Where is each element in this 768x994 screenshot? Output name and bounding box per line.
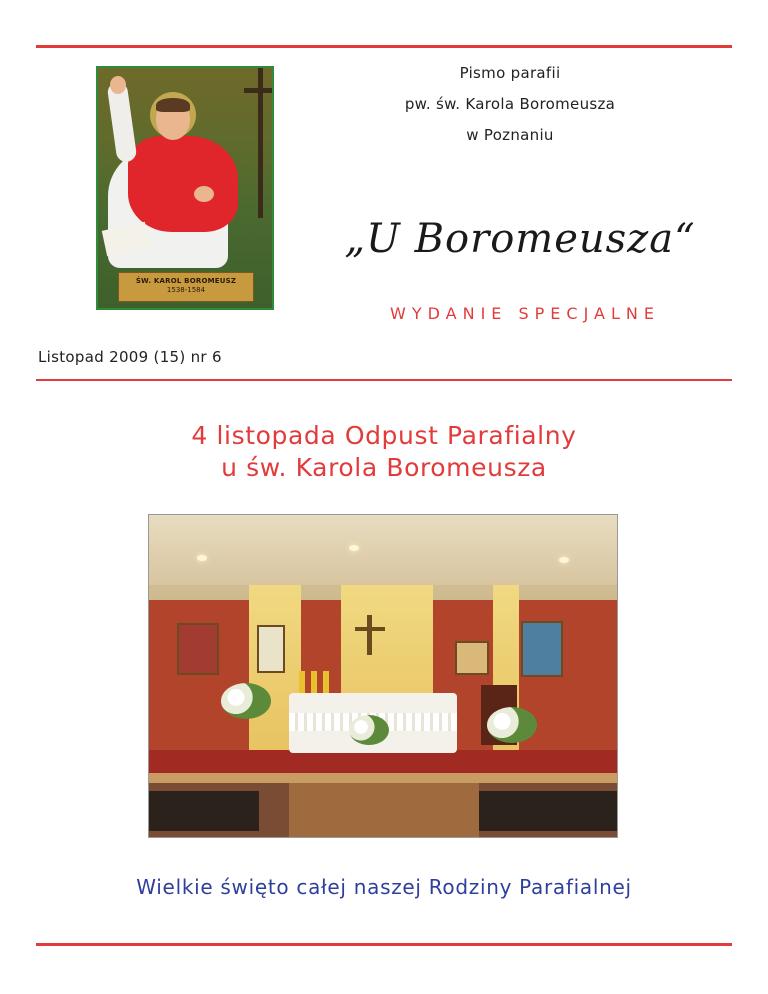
flower-bouquet (221, 683, 271, 719)
aisle (289, 783, 479, 838)
header-line-1: Pismo parafii (459, 64, 561, 82)
saint-hair (156, 98, 190, 112)
crucifix-beam (355, 627, 385, 631)
footer-tagline: Wielkie święto całej naszej Rodziny Parafialnej (136, 875, 632, 899)
painting-right (521, 621, 563, 677)
headline (0, 420, 768, 484)
masthead-title: „U Boromeusza“ (344, 216, 696, 262)
headline-line-2: u św. Karola Boromeusza (221, 453, 547, 482)
candle (311, 671, 317, 693)
saint-portrait-image (96, 66, 274, 310)
pew (149, 791, 259, 831)
top-rule (36, 45, 732, 48)
parish-header (360, 58, 660, 151)
ceiling-lamp (559, 557, 569, 563)
red-cape (128, 136, 238, 232)
ceiling (149, 515, 618, 585)
candle (323, 671, 329, 693)
raised-hand (110, 76, 126, 94)
crucifix (367, 615, 372, 655)
header-line-3: w Poznaniu (466, 126, 554, 144)
special-edition-label: WYDANIE SPECJALNE (390, 304, 660, 323)
pew (479, 791, 618, 831)
icon-frame (257, 625, 285, 673)
portrait-dates: 1538-1584 (166, 286, 206, 294)
altar-step (149, 773, 618, 783)
headline-line-1: 4 listopada Odpust Parafialny (191, 421, 577, 450)
portrait-name: ŚW. KAROL BOROMEUSZ (135, 277, 237, 285)
cross-beam (244, 88, 274, 93)
bottom-rule (36, 943, 732, 946)
portrait-plaque (118, 272, 254, 302)
painting-left (177, 623, 219, 675)
ceiling-lamp (197, 555, 207, 561)
ceiling-lamp (349, 545, 359, 551)
flower-bouquet (487, 707, 537, 743)
middle-rule (36, 379, 732, 381)
issue-info: Listopad 2009 (15) nr 6 (38, 348, 222, 366)
yellow-wall (493, 585, 519, 775)
small-icon-frame (455, 641, 489, 675)
altar-photo (148, 514, 618, 838)
header-line-2: pw. św. Karola Boromeusza (404, 95, 616, 113)
candle (299, 671, 305, 693)
chest-hand (194, 186, 214, 202)
flower-bouquet (349, 715, 389, 745)
raised-arm (107, 81, 138, 163)
